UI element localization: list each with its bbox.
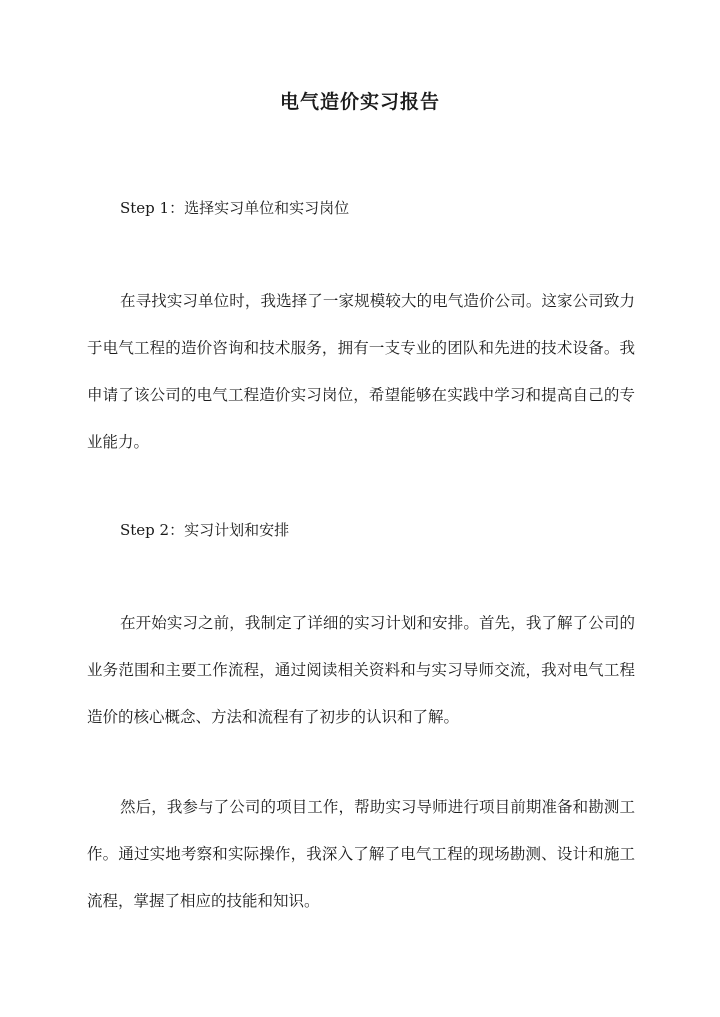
paragraph-internship-plan: 在开始实习之前，我制定了详细的实习计划和安排。首先，我了解了公司的业务范围和主要工作流程，通过阅读相关资料和与实习导师交流，我对电气工程造价的核心概念、方法和流程有了初步的认识和了解。 — [87, 614, 635, 726]
section-heading-step-2: Step 2：实习计划和安排 — [120, 521, 290, 539]
paragraph-project-work: 然后，我参与了公司的项目工作，帮助实习导师进行项目前期准备和勘测工作。通过实地考察和实际操作，我深入了解了电气工程的现场勘测、设计和施工流程，掌握了相应的技能和知识。 — [87, 798, 635, 910]
paragraph-internship-unit: 在寻找实习单位时，我选择了一家规模较大的电气造价公司。这家公司致力于电气工程的造价咨询和技术服务，拥有一支专业的团队和先进的技术设备。我申请了该公司的电气工程造价实习岗位，希望能够在实践中学习和提高自己的专业能力。 — [87, 292, 635, 451]
document-title: 电气造价实习报告 — [279, 91, 440, 113]
section-heading-step-1: Step 1：选择实习单位和实习岗位 — [120, 199, 350, 217]
